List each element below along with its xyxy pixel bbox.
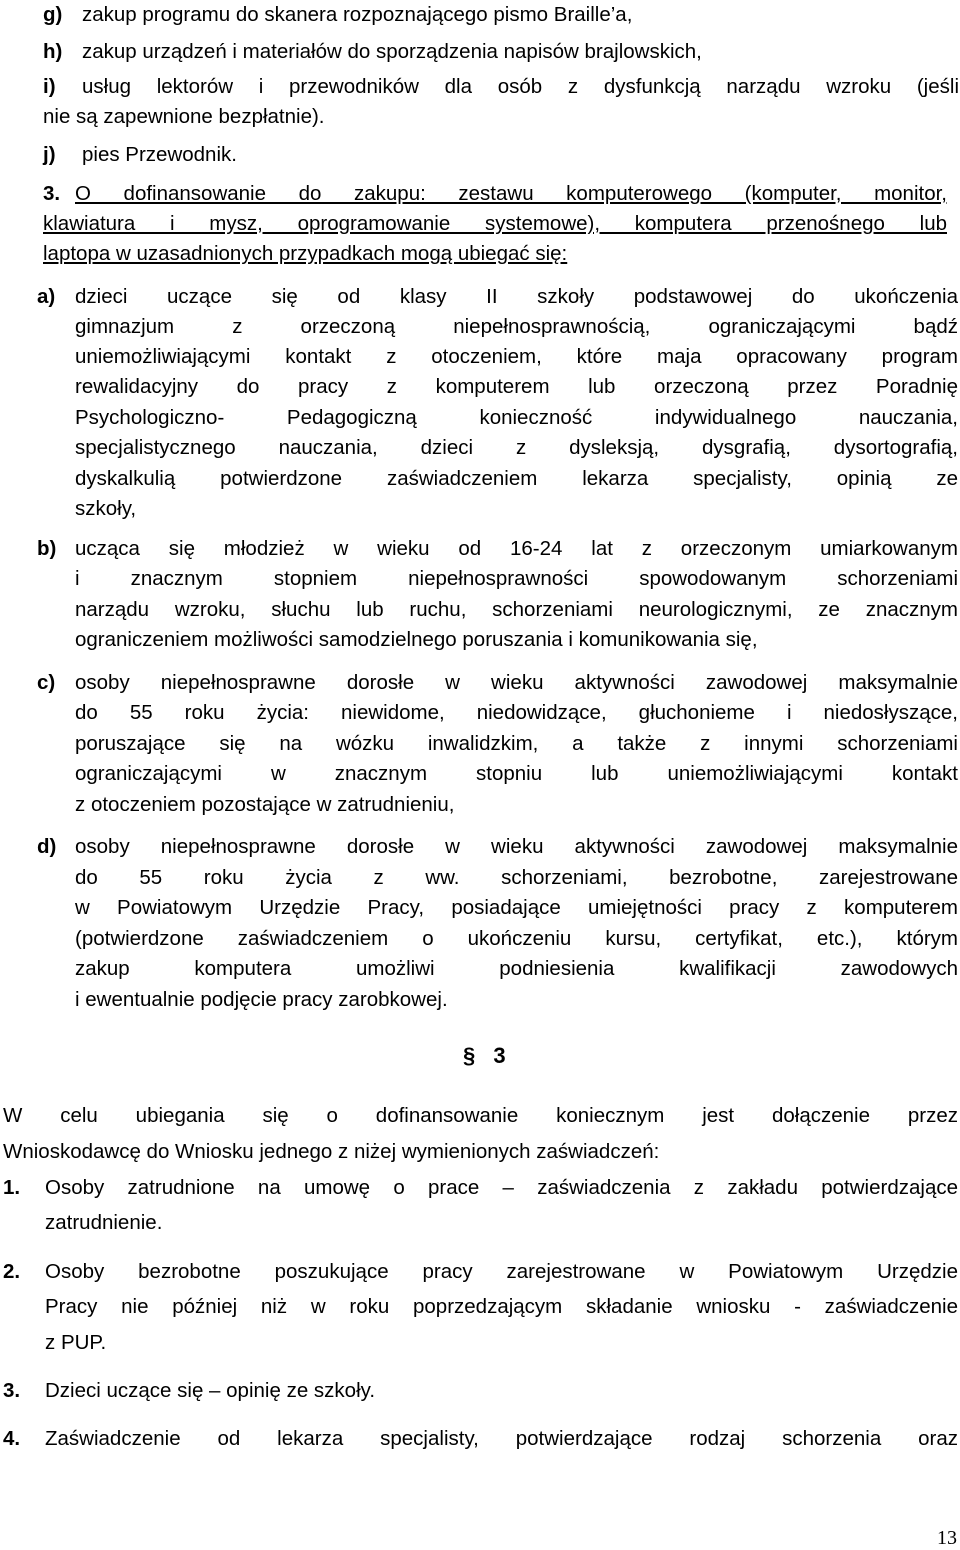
eligible-label-a: a) [37,285,56,308]
certificate-1-line: zatrudnienie. [45,1211,163,1234]
eligible-a-line: specjalistycznego nauczania, dzieci z dysleksją, dysgrafią, dysortografią, [75,436,958,459]
certificate-3-line: Dzieci uczące się – opinię ze szkoły. [45,1379,376,1402]
eligible-b-line: ograniczeniem możliwości samodzielnego poruszania i komunikowania się, [75,628,758,651]
certificate-label-2: 2. [3,1260,21,1283]
eligible-b-line: i znacznym stopniem niepełnosprawności spowodowanym schorzeniami [75,567,958,590]
eligible-label-d: d) [37,835,57,858]
eligible-d-line: zakup komputera umożliwi podniesienia kwalifikacji zawodowych [75,957,958,980]
list-item-i-line: nie są zapewnione bezpłatnie). [43,105,325,128]
point-3-line: O dofinansowanie do zakupu: zestawu komputerowego (komputer, monitor, [75,182,947,205]
list-label-j: j) [43,143,56,166]
eligible-a-line: dzieci uczące się od klasy II szkoły podstawowej do ukończenia [75,285,958,308]
certificate-2-line: Osoby bezrobotne poszukujące pracy zarejestrowane w Powiatowym Urzędzie [45,1260,958,1283]
eligible-c-line: do 55 roku życia: niewidome, niedowidzące, głuchonieme i niedosłyszące, [75,701,958,724]
eligible-d-line: i ewentualnie podjęcie pracy zarobkowej. [75,988,448,1011]
certificate-2-line: z PUP. [45,1331,107,1354]
list-label-i: i) [43,75,56,98]
eligible-a-line: szkoły, [75,497,137,520]
section-number: 3 [493,1043,506,1068]
point-3-line: laptopa w uzasadnionych przypadkach mogą ubiegać się: [43,242,568,265]
eligible-d-line: w Powiatowym Urzędzie Pracy, posiadające umiejętności pracy z komputerem [75,896,958,919]
eligible-a-line: rewalidacyjny do pracy z komputerem lub orzeczoną przez Poradnię [75,375,958,398]
eligible-a-line: uniemożliwiającymi kontakt z otoczeniem, które maja opracowany program [75,345,958,368]
intro-line: Wnioskodawcę do Wniosku jednego z niżej wymienionych zaświadczeń: [3,1140,660,1163]
list-label-g: g) [43,3,63,26]
certificate-1-line: Osoby zatrudnione na umowę o prace – zaświadczenia z zakładu potwierdzające [45,1176,958,1199]
certificate-label-3: 3. [3,1379,21,1402]
section-mark: § [463,1043,476,1068]
eligible-b-line: narządu wzroku, słuchu lub ruchu, schorzeniami neurologicznymi, ze znacznym [75,598,958,621]
list-label-h: h) [43,40,63,63]
list-item-j: pies Przewodnik. [82,143,237,166]
eligible-a-line: dyskalkulią potwierdzone zaświadczeniem lekarza specjalisty, opinią ze [75,467,958,490]
certificate-label-1: 1. [3,1176,21,1199]
intro-line: W celu ubiegania się o dofinansowanie koniecznym jest dołączenie przez [3,1104,958,1127]
certificate-2-line: Pracy nie później niż w roku poprzedzającym składanie wniosku - zaświadczenie [45,1295,958,1318]
section-heading [463,1041,506,1071]
eligible-d-line: (potwierdzone zaświadczeniem o ukończeniu kursu, certyfikat, etc.), którym [75,927,958,950]
eligible-a-line: Psychologiczno- Pedagogiczną konieczność indywidualnego nauczania, [75,406,958,429]
list-item-h: zakup urządzeń i materiałów do sporządzenia napisów brajlowskich, [82,40,702,63]
eligible-d-line: do 55 roku życia z ww. schorzeniami, bezrobotne, zarejestrowane [75,866,958,889]
certificate-label-4: 4. [3,1427,21,1450]
list-item-i-line: usług lektorów i przewodników dla osób z dysfunkcją narządu wzroku (jeśli [82,75,959,98]
eligible-c-line: z otoczeniem pozostające w zatrudnieniu, [75,793,455,816]
eligible-c-line: osoby niepełnosprawne dorosłe w wieku aktywności zawodowej maksymalnie [75,671,958,694]
eligible-label-c: c) [37,671,56,694]
list-item-g: zakup programu do skanera rozpoznającego pismo Braille’a, [82,3,633,26]
point-3-line: klawiatura i mysz, oprogramowanie systemowe), komputera przenośnego lub [43,212,947,235]
eligible-c-line: ograniczającymi w znacznym stopniu lub uniemożliwiającymi kontakt [75,762,958,785]
point-3-label: 3. [43,182,61,205]
eligible-c-line: poruszające się na wózku inwalidzkim, a także z innymi schorzeniami [75,732,958,755]
eligible-d-line: osoby niepełnosprawne dorosłe w wieku aktywności zawodowej maksymalnie [75,835,958,858]
certificate-4-line: Zaświadczenie od lekarza specjalisty, potwierdzające rodzaj schorzenia oraz [45,1427,958,1450]
page-number: 13 [937,1527,957,1549]
eligible-b-line: ucząca się młodzież w wieku od 16-24 lat z orzeczonym umiarkowanym [75,537,958,560]
eligible-label-b: b) [37,537,57,560]
eligible-a-line: gimnazjum z orzeczoną niepełnosprawnością, ograniczającymi bądź [75,315,958,338]
